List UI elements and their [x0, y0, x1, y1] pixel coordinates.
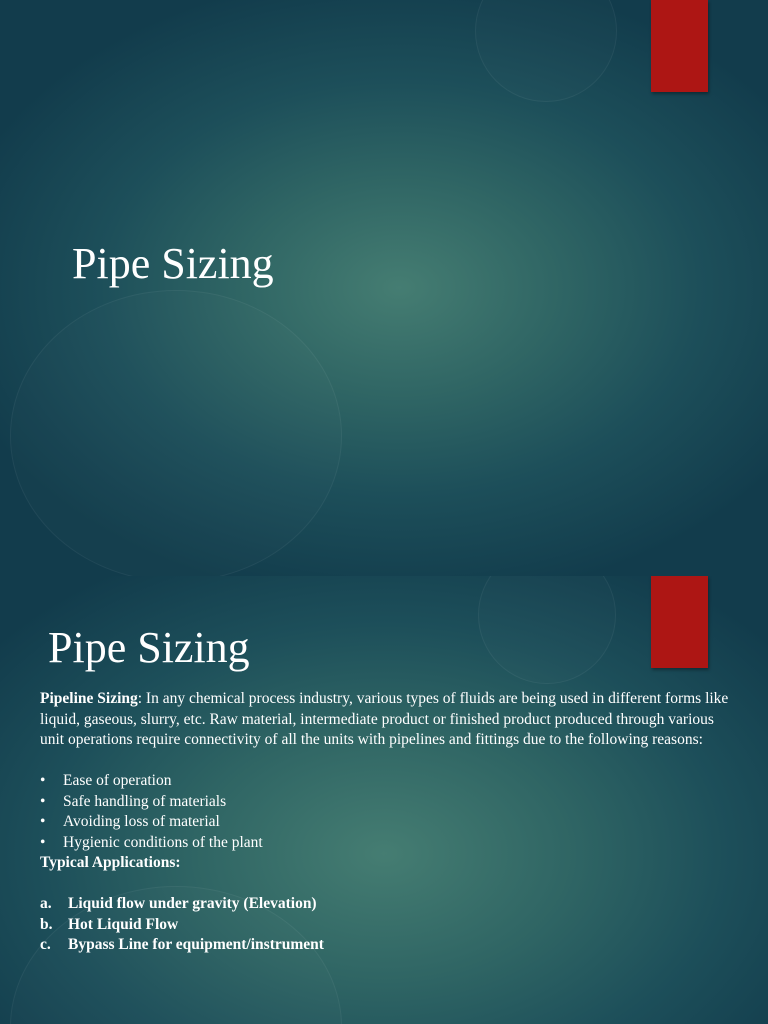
- slide-body: [40, 689, 730, 956]
- reasons-list: [40, 771, 730, 853]
- list-marker: b.: [40, 915, 53, 933]
- list-item: [40, 935, 730, 956]
- list-item-text: Avoiding loss of material: [63, 813, 220, 830]
- accent-bar: [651, 0, 708, 92]
- list-item: [40, 833, 730, 854]
- list-item-text: Ease of operation: [63, 772, 172, 789]
- intro-text: : In any chemical process industry, various types of fluids are being used in different forms like liquid, gaseous, slurry, etc. Raw material, intermediate product or finished product produced through various unit operations require connectivity of all the units with pipelines and fittings due to the following reasons:: [40, 690, 729, 748]
- list-marker: c.: [40, 936, 51, 953]
- intro-paragraph: [40, 689, 730, 751]
- accent-bar: [651, 576, 708, 668]
- background-circle: [10, 290, 342, 576]
- list-item-text: Hygienic conditions of the plant: [63, 833, 263, 851]
- bullet-icon: •: [40, 792, 46, 810]
- list-item: [40, 915, 730, 936]
- list-item-text: Bypass Line for equipment/instrument: [68, 936, 324, 953]
- content-slide: [0, 576, 768, 1024]
- background-circle: [478, 576, 616, 684]
- list-item-text: Hot Liquid Flow: [68, 915, 179, 933]
- list-item-text: Safe handling of materials: [63, 792, 227, 810]
- applications-heading: Typical Applications:: [40, 854, 181, 871]
- list-item: [40, 894, 730, 915]
- list-marker: a.: [40, 895, 52, 912]
- list-item-text: Liquid flow under gravity (Elevation): [68, 895, 317, 912]
- bullet-icon: •: [40, 772, 46, 789]
- list-item: [40, 792, 730, 813]
- bullet-icon: •: [40, 833, 46, 851]
- applications-list: [40, 894, 730, 956]
- list-item: [40, 812, 730, 833]
- background-circle: [475, 0, 617, 102]
- bullet-icon: •: [40, 813, 46, 830]
- list-item: [40, 771, 730, 792]
- slide-title: Pipe Sizing: [72, 239, 274, 288]
- intro-term: Pipeline Sizing: [40, 690, 138, 707]
- slide-title: Pipe Sizing: [48, 623, 250, 672]
